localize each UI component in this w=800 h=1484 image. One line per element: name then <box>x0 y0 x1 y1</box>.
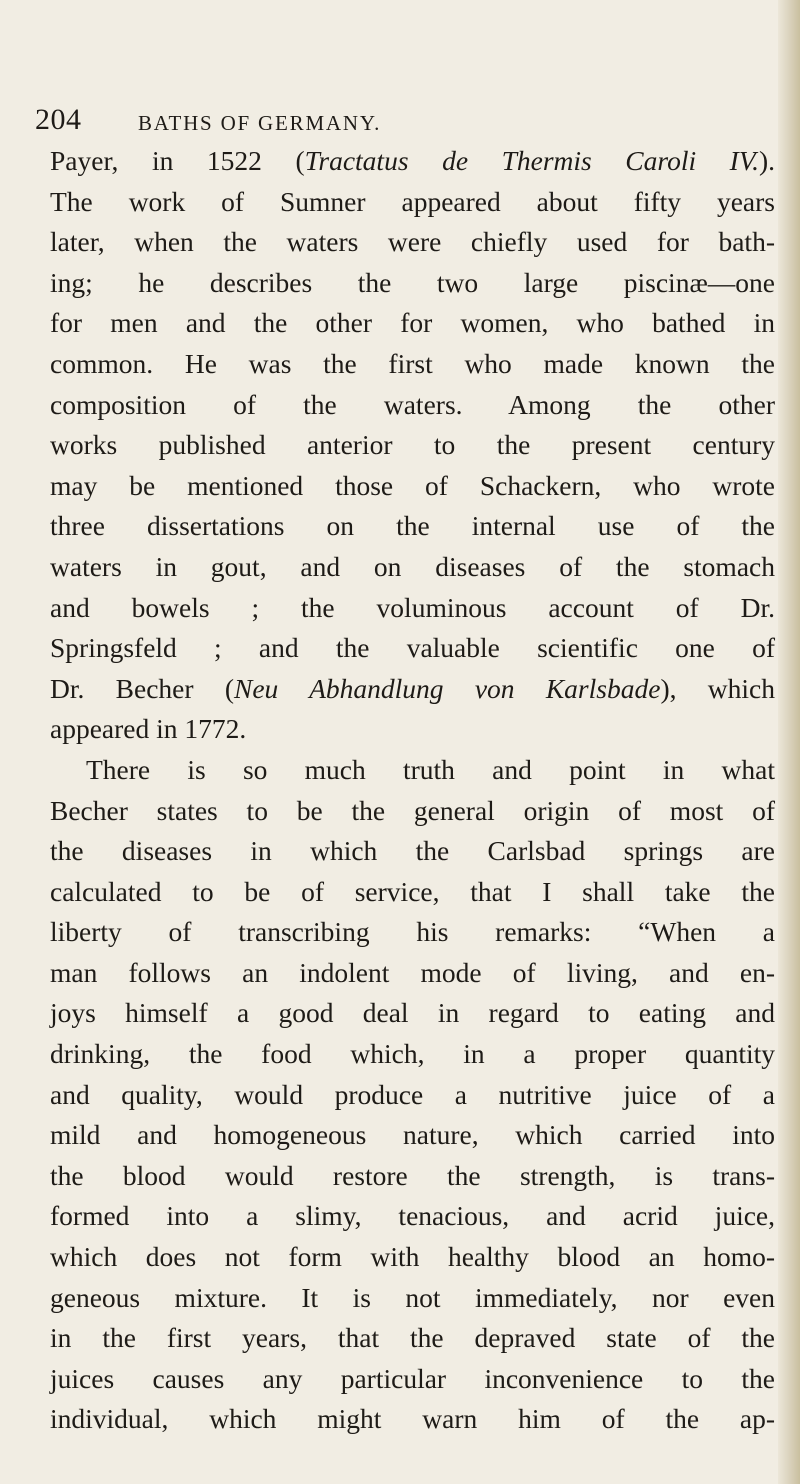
text-segment: Payer, in 1522 ( <box>50 145 305 176</box>
text-segment: drinking, the food which, in a proper quantity <box>50 1038 775 1070</box>
text-segment: man follows an indolent mode of living, and en- <box>50 956 775 988</box>
text-line <box>50 993 775 1034</box>
text-line <box>50 506 775 547</box>
text-line <box>50 385 775 426</box>
text-line <box>50 1399 775 1440</box>
text-segment: three dissertations on the internal use of the <box>50 510 775 542</box>
body-text <box>50 141 775 1440</box>
text-segment: liberty of transcribing his remarks: “When a <box>50 916 775 948</box>
text-line <box>50 1196 775 1237</box>
text-line <box>50 547 775 588</box>
text-line <box>50 1278 775 1319</box>
text-segment: the blood would restore the strength, is trans- <box>50 1159 775 1191</box>
text-line <box>50 263 775 304</box>
text-line <box>50 588 775 629</box>
text-segment: individual, which might warn him of the ap- <box>50 1403 775 1435</box>
running-head: BATHS OF GERMANY. <box>138 111 382 135</box>
text-segment: common. He was the first who made known the <box>50 347 775 379</box>
text-line <box>50 750 775 791</box>
text-line <box>50 912 775 953</box>
text-line <box>50 303 775 344</box>
italic-title: Neu Abhandlung von Karlsbade <box>234 672 661 704</box>
text-line <box>50 425 775 466</box>
text-segment: The work of Sumner appeared about fifty years <box>50 185 775 217</box>
text-segment: ). <box>758 145 775 176</box>
text-segment: joys himself a good deal in regard to eating and <box>50 997 775 1029</box>
text-line <box>50 1156 775 1197</box>
text-line <box>50 709 775 750</box>
text-line <box>50 1359 775 1400</box>
text-line <box>50 182 775 223</box>
text-segment: appeared in 1772. <box>50 713 247 745</box>
text-line <box>50 669 775 710</box>
text-segment: Becher states to be the general origin of most of <box>50 794 775 826</box>
page-edge-shadow <box>778 0 800 1484</box>
text-segment: mild and homogeneous nature, which carried into <box>50 1119 775 1151</box>
text-segment: which does not form with healthy blood an homo- <box>50 1241 775 1273</box>
text-segment: in the first years, that the depraved state of the <box>50 1322 775 1354</box>
italic-title: Tractatus de Thermis Caroli IV. <box>304 145 759 176</box>
text-segment: and quality, would produce a nutritive juice of a <box>50 1078 775 1110</box>
text-line <box>50 1115 775 1156</box>
text-segment: There is so much truth and point in what <box>86 753 775 785</box>
text-line <box>50 141 775 182</box>
text-segment: and bowels ; the voluminous account of Dr. <box>50 591 775 623</box>
text-line <box>50 1034 775 1075</box>
text-segment: geneous mixture. It is not immediately, nor even <box>50 1281 775 1313</box>
text-segment: composition of the waters. Among the other <box>50 388 775 420</box>
text-line <box>50 1237 775 1278</box>
text-segment: works published anterior to the present century <box>50 429 775 461</box>
text-segment: formed into a slimy, tenacious, and acrid juice, <box>50 1200 775 1232</box>
text-line <box>50 1318 775 1359</box>
text-segment: waters in gout, and on diseases of the stomach <box>50 550 775 582</box>
text-segment: ), which <box>660 672 775 704</box>
text-segment: calculated to be of service, that I shall take the <box>50 875 775 907</box>
text-line <box>50 1075 775 1116</box>
text-segment: may be mentioned those of Schackern, who wrote <box>50 469 775 501</box>
text-segment: Springsfeld ; and the valuable scientific one of <box>50 632 775 664</box>
text-line <box>50 872 775 913</box>
text-line <box>50 466 775 507</box>
text-line <box>50 953 775 994</box>
text-line <box>50 831 775 872</box>
text-segment: Dr. Becher ( <box>50 672 234 704</box>
text-segment: for men and the other for women, who bathed in <box>50 307 775 339</box>
text-segment: juices causes any particular inconvenience to the <box>50 1362 775 1394</box>
text-line <box>50 791 775 832</box>
text-segment: the diseases in which the Carlsbad springs are <box>50 835 775 867</box>
text-line <box>50 222 775 263</box>
text-segment: ing; he describes the two large piscinæ—one <box>50 266 775 298</box>
text-line <box>50 344 775 385</box>
text-segment: later, when the waters were chiefly used for bath- <box>50 226 775 258</box>
text-line <box>50 628 775 669</box>
page-number: 204 <box>35 103 82 136</box>
